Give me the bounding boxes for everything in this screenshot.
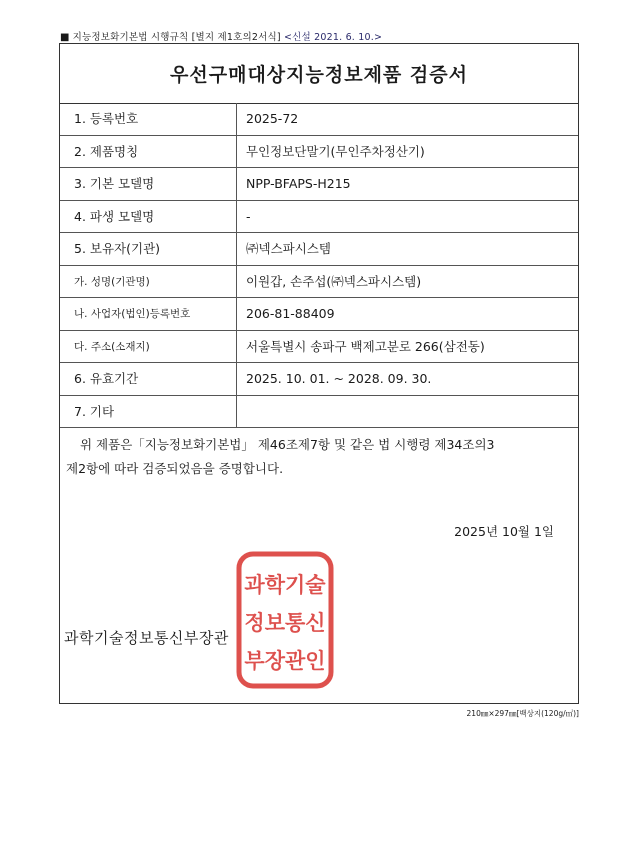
row-value: ㈜넥스파시스템 — [246, 241, 331, 256]
row-value: 서울특별시 송파구 백제고분로 266(삼전동) — [246, 338, 485, 354]
table-row-registration-number — [60, 103, 578, 136]
issuer-name: 과학기술정보통신부장관 — [64, 629, 229, 647]
paper-spec: 210㎜×297㎜[백상지(120g/㎡)] — [466, 709, 579, 718]
certification-statement — [60, 433, 578, 481]
row-label: 다. 주소(소재지) — [60, 331, 237, 363]
table-row-base-model — [60, 168, 578, 201]
table-row-validity-period — [60, 363, 578, 396]
seal-line-2: 정보통신 — [244, 611, 326, 635]
row-value — [246, 396, 570, 428]
row-value: 2025. 10. 01. ~ 2028. 09. 30. — [246, 371, 432, 386]
row-value: 무인정보단말기(무인주차정산기) — [246, 143, 425, 159]
row-label: 나. 사업자(법인)등록번호 — [60, 298, 237, 330]
row-value: 이원갑, 손주섭(㈜넥스파시스템) — [246, 273, 422, 289]
statement-line: 제2항에 따라 검증되었음을 증명합니다. — [66, 461, 284, 476]
row-value: NPP-BFAPS-H215 — [246, 176, 351, 191]
row-label: 7. 기타 — [60, 396, 237, 428]
row-value: - — [246, 208, 251, 224]
page-title: 우선구매대상지능정보제품 검증서 — [60, 44, 578, 104]
official-seal-icon — [235, 546, 335, 694]
table-row-derived-model — [60, 201, 578, 234]
table-row-holder-name — [60, 266, 578, 299]
row-label: 2. 제품명칭 — [60, 136, 237, 168]
table-row-address — [60, 331, 578, 364]
row-label: 4. 파생 모델명 — [60, 201, 237, 233]
issue-date: 2025년 10월 1일 — [454, 524, 554, 539]
row-label: 5. 보유자(기관) — [60, 233, 237, 265]
info-table — [60, 103, 578, 428]
row-value: 206-81-88409 — [246, 306, 335, 321]
new-tag: <신설 2021. 6. 10.> — [284, 32, 383, 43]
row-label: 가. 성명(기관명) — [60, 266, 237, 298]
row-label: 6. 유효기간 — [60, 363, 237, 395]
row-label: 1. 등록번호 — [60, 103, 237, 135]
table-row-other — [60, 396, 578, 429]
table-row-product-name — [60, 136, 578, 169]
seal-line-3: 부장관인 — [244, 649, 326, 673]
row-value: 2025-72 — [246, 111, 299, 126]
form-reference-header — [60, 29, 382, 43]
square-bullet-icon: ■ — [60, 32, 70, 43]
table-row-holder — [60, 233, 578, 266]
row-label: 3. 기본 모델명 — [60, 168, 237, 200]
statement-line: 위 제품은「지능정보화기본법」 제46조제7항 및 같은 법 시행령 제34조의3 — [80, 437, 495, 452]
form-reference-text: 지능정보화기본법 시행규칙 [별지 제1호의2서식] — [72, 32, 281, 43]
certificate-frame — [59, 43, 579, 704]
table-row-business-number — [60, 298, 578, 331]
seal-line-1: 과학기술 — [244, 573, 326, 597]
